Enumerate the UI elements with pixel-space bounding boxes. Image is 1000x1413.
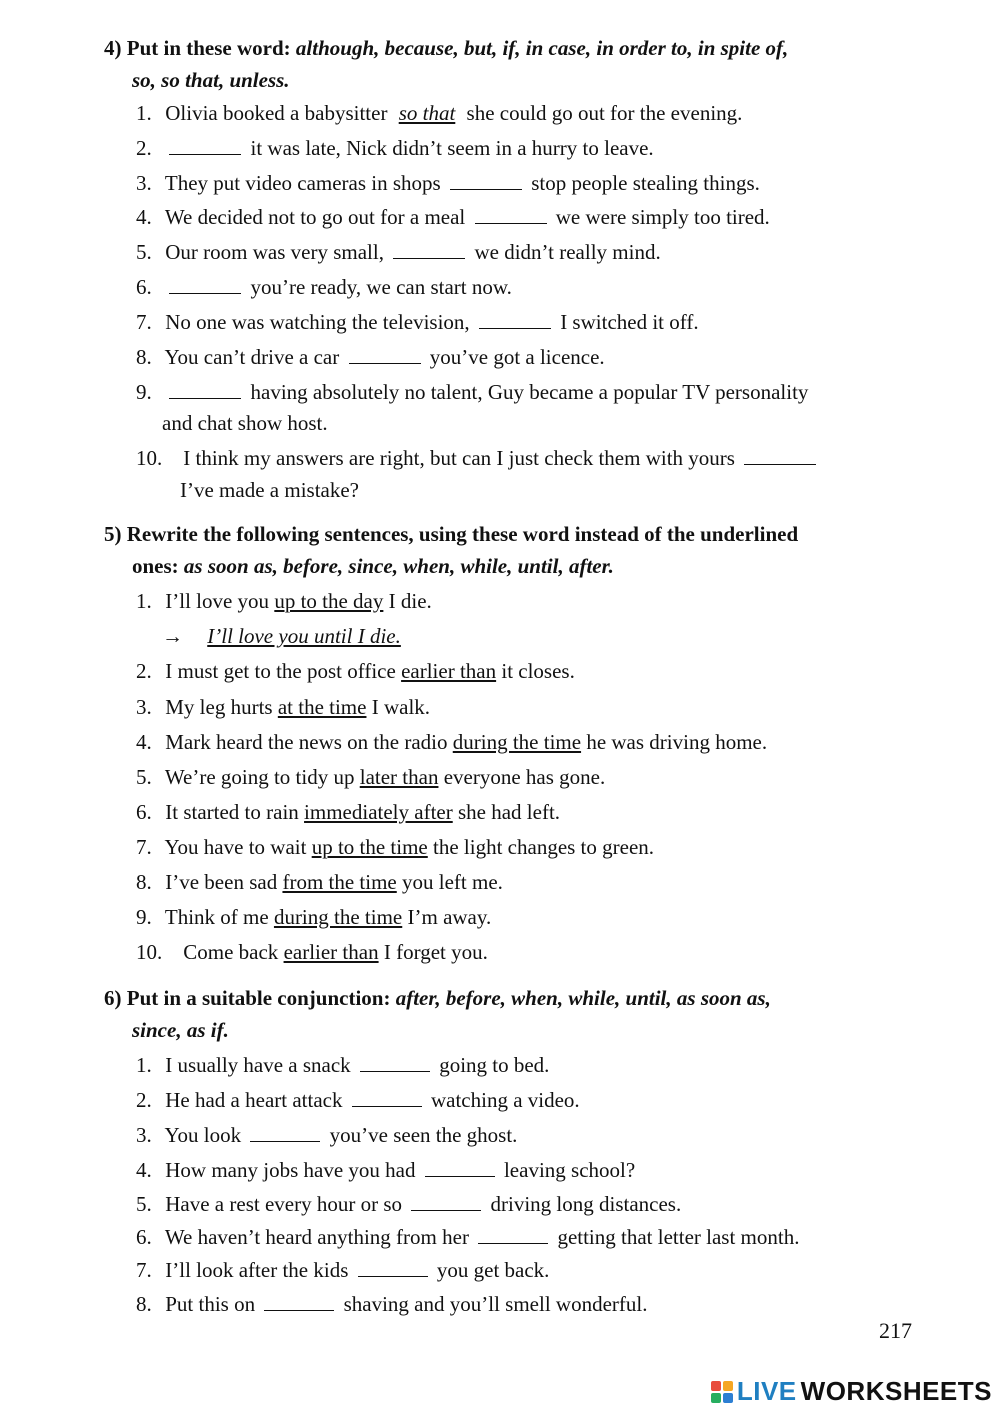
ex5-example-answer: → I’ll love you until I die.: [162, 621, 401, 651]
answer-blank[interactable]: [411, 1192, 481, 1211]
answer-blank[interactable]: [450, 171, 522, 190]
exercise-6-heading: 6) Put in a suitable conjunction: after, before, when, while, until, as soon as,: [104, 986, 771, 1010]
ex5-item-10: 10. Come back earlier than I forget you.: [136, 940, 488, 964]
answer-blank[interactable]: [358, 1258, 428, 1277]
answer-blank[interactable]: [360, 1053, 430, 1072]
ex4-item-8: 8. You can’t drive a car you’ve got a licence.: [136, 345, 605, 369]
ex4-item-3: 3. They put video cameras in shops stop people stealing things.: [136, 171, 760, 195]
answer-blank[interactable]: [744, 446, 816, 465]
answer-blank[interactable]: [393, 240, 465, 259]
arrow-icon: →: [162, 624, 183, 648]
answer-blank[interactable]: [475, 205, 547, 224]
logo-square-2: [723, 1381, 733, 1391]
ex6-item-5: 5. Have a rest every hour or so driving long distances.: [136, 1192, 682, 1216]
answer-blank[interactable]: [479, 310, 551, 329]
logo-square-3: [711, 1393, 721, 1403]
ex4-item-10: 10. I think my answers are right, but can I just check them with yours: [136, 443, 820, 473]
exercise-6-heading-cont: since, as if.: [132, 1018, 229, 1042]
ex5-item-5: 5. We’re going to tidy up later than everyone has gone.: [136, 765, 606, 789]
answer-blank[interactable]: [478, 1225, 548, 1244]
liveworksheets-logo-icon: [711, 1381, 733, 1403]
ex5-item-4: 4. Mark heard the news on the radio during the time he was driving home.: [136, 730, 768, 754]
ex6-item-3: 3. You look you’ve seen the ghost.: [136, 1123, 518, 1147]
logo-square-4: [723, 1393, 733, 1403]
example-fill: so that: [398, 101, 456, 125]
ex4-item-7: 7. No one was watching the television, I switched it off.: [136, 310, 699, 334]
logo-text-prefix: LIVE: [736, 1376, 797, 1406]
ex5-item-6: 6. It started to rain immediately after she had left.: [136, 800, 561, 824]
ex6-item-8: 8. Put this on shaving and you’ll smell wonderful.: [136, 1292, 648, 1316]
ex4-item-9-cont: and chat show host.: [162, 411, 328, 435]
ex5-item-2: 2. I must get to the post office earlier than it closes.: [136, 659, 575, 683]
logo-square-1: [711, 1381, 721, 1391]
ex4-item-5: 5. Our room was very small, we didn’t really mind.: [136, 240, 661, 264]
ex4-item-9: 9. having absolutely no talent, Guy became a popular TV personality: [136, 380, 809, 404]
ex4-item-6: 6. you’re ready, we can start now.: [136, 275, 512, 299]
ex4-item-1: 1. Olivia booked a babysitter so that she could go out for the evening.: [136, 101, 743, 125]
answer-blank[interactable]: [352, 1088, 422, 1107]
ex5-item-3: 3. My leg hurts at the time I walk.: [136, 695, 431, 719]
logo-text-suffix: WORKSHEETS: [800, 1376, 992, 1406]
answer-blank[interactable]: [169, 275, 241, 294]
answer-blank[interactable]: [264, 1292, 334, 1311]
exercise-4-heading: 4) Put in these word: although, because, but, if, in case, in order to, in spite of,: [104, 36, 789, 60]
ex6-item-2: 2. He had a heart attack watching a video.: [136, 1088, 580, 1112]
ex4-item-10-cont: I’ve made a mistake?: [180, 478, 359, 502]
exercise-4-heading-cont: so, so that, unless.: [132, 68, 290, 92]
ex5-item-8: 8. I’ve been sad from the time you left me.: [136, 870, 503, 894]
page-number: 217: [879, 1318, 912, 1343]
ex4-item-4: 4. We decided not to go out for a meal we were simply too tired.: [136, 205, 770, 229]
ex5-item-9: 9. Think of me during the time I’m away.: [136, 905, 492, 929]
answer-blank[interactable]: [169, 136, 241, 155]
answer-blank[interactable]: [349, 345, 421, 364]
ex6-item-7: 7. I’ll look after the kids you get back.: [136, 1258, 550, 1282]
ex5-item-1: 1. I’ll love you up to the day I die.: [136, 589, 432, 613]
ex6-item-1: 1. I usually have a snack going to bed.: [136, 1053, 550, 1077]
ex6-item-6: 6. We haven’t heard anything from her getting that letter last month.: [136, 1225, 800, 1249]
ex5-item-7: 7. You have to wait up to the time the light changes to green.: [136, 835, 655, 859]
ex4-item-2: 2. it was late, Nick didn’t seem in a hurry to leave.: [136, 136, 654, 160]
liveworksheets-logo[interactable]: [711, 1376, 992, 1407]
exercise-5-heading: 5) Rewrite the following sentences, using these word instead of the underlined: [104, 522, 799, 546]
answer-blank[interactable]: [250, 1123, 320, 1142]
answer-blank[interactable]: [425, 1158, 495, 1177]
answer-blank[interactable]: [169, 380, 241, 399]
ex6-item-4: 4. How many jobs have you had leaving school?: [136, 1158, 636, 1182]
exercise-5-heading-cont: ones: as soon as, before, since, when, while, until, after.: [132, 554, 614, 578]
